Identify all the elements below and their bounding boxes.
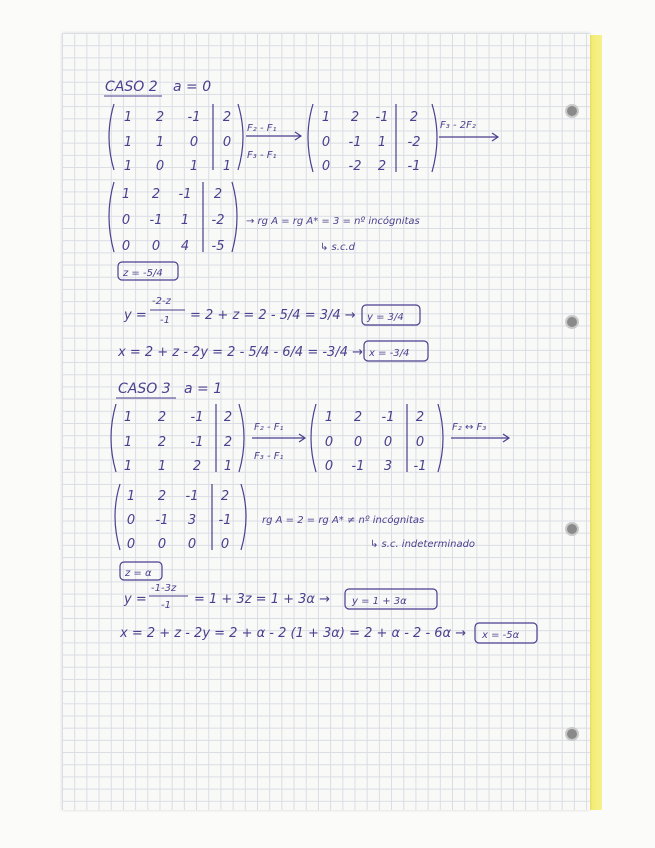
matrix-cell: -1 — [185, 489, 199, 504]
matrix-cell: 2 — [157, 435, 167, 450]
case3-title: CASO 3 — [118, 381, 171, 397]
matrix-cell: 0 — [222, 135, 232, 150]
matrix-cell: 3 — [383, 459, 393, 474]
matrix-cell: 2 — [192, 459, 202, 474]
case3-matrix-2 — [311, 404, 443, 474]
matrix-cell: 0 — [321, 135, 331, 150]
case3-y-value: y = 1 + 3α — [352, 596, 407, 607]
case2-matrix-1 — [109, 104, 243, 174]
matrix-cell: 0 — [151, 239, 161, 254]
matrix-cell: 2 — [415, 410, 425, 425]
matrix-cell: -5 — [211, 239, 225, 254]
matrix-cell: -1 — [381, 410, 395, 425]
matrix-cell: 0 — [189, 135, 199, 150]
case3-param: a = 1 — [184, 381, 223, 397]
case2-param: a = 0 — [173, 79, 212, 95]
matrix-cell: 1 — [157, 459, 167, 474]
case2-title: CASO 2 — [105, 79, 158, 95]
case3-matrix-1 — [111, 404, 244, 474]
matrix-cell: 2 — [151, 187, 161, 202]
matrix-cell: 3 — [187, 513, 197, 528]
case2-y-value: y = 3/4 — [367, 312, 404, 323]
case3-x-value: x = -5α — [482, 630, 520, 641]
matrix-cell: 0 — [353, 435, 363, 450]
matrix-cell: -1 — [149, 213, 163, 228]
case2-x-steps: x = 2 + z - 2y = 2 - 5/4 - 6/4 = -3/4 → — [118, 345, 364, 360]
case2-y-num: -2-z — [152, 296, 171, 307]
matrix-cell: 2 — [155, 110, 165, 125]
matrix-cell: 1 — [377, 135, 387, 150]
matrix-cell: 2 — [157, 489, 167, 504]
matrix-cell: -1 — [375, 110, 389, 125]
matrix-cell: -2 — [211, 213, 225, 228]
case2-op2: F₃ - 2F₂ — [440, 120, 476, 131]
matrix-cell: 1 — [123, 135, 133, 150]
case3-system: ↳ s.c. indeterminado — [370, 539, 476, 550]
matrix-cell: -1 — [407, 159, 421, 174]
case3-y-steps: = 1 + 3z = 1 + 3α → — [194, 592, 330, 607]
case2-matrix-3 — [109, 182, 237, 254]
matrix-cell: 2 — [223, 410, 233, 425]
matrix-cell: 1 — [123, 410, 133, 425]
matrix-cell: 0 — [121, 213, 131, 228]
case2-op1-top: F₂ - F₁ — [247, 123, 277, 134]
case2-y-prefix: y = — [124, 308, 147, 323]
matrix-cell: -1 — [413, 459, 427, 474]
case3-matrix-3 — [115, 484, 246, 552]
matrix-cell: 2 — [350, 110, 360, 125]
case2-x-value: x = -3/4 — [369, 348, 410, 359]
matrix-cell: 0 — [157, 537, 167, 552]
matrix-cell: 1 — [123, 159, 133, 174]
matrix-cell: 2 — [409, 110, 419, 125]
case3-x-steps: x = 2 + z - 2y = 2 + α - 2 (1 + 3α) = 2 + α - 2 - 6α → — [120, 626, 467, 641]
matrix-cell: 0 — [324, 459, 334, 474]
matrix-cell: 1 — [123, 459, 133, 474]
matrix-cell: 2 — [213, 187, 223, 202]
case2-y-den: -1 — [160, 315, 170, 326]
matrix-cell: 4 — [180, 239, 190, 254]
matrix-cell: 1 — [123, 435, 133, 450]
case3-z-value: z = α — [125, 568, 152, 579]
case2-z-value: z = -5/4 — [123, 268, 163, 279]
case2-rank: → rg A = rg A* = 3 = nº incógnitas — [246, 216, 420, 227]
matrix-cell: 0 — [415, 435, 425, 450]
matrix-cell: -1 — [218, 513, 232, 528]
matrix-cell: -1 — [190, 435, 204, 450]
matrix-cell: -1 — [190, 410, 204, 425]
case2-system: ↳ s.c.d — [320, 242, 355, 253]
matrix-cell: 0 — [126, 513, 136, 528]
matrix-cell: 2 — [157, 410, 167, 425]
case3-y-num: -1-3z — [151, 583, 177, 594]
matrix-cell: 1 — [223, 459, 233, 474]
case2-op1-bot: F₃ - F₁ — [247, 150, 277, 161]
matrix-cell: -1 — [348, 135, 362, 150]
case2-y-steps: = 2 + z = 2 - 5/4 = 3/4 → — [190, 308, 356, 323]
matrix-cell: -1 — [155, 513, 169, 528]
matrix-cell: 0 — [383, 435, 393, 450]
matrix-cell: 1 — [222, 159, 232, 174]
matrix-cell: 2 — [223, 435, 233, 450]
matrix-cell: -2 — [348, 159, 362, 174]
matrix-cell: 1 — [121, 187, 131, 202]
matrix-cell: 2 — [377, 159, 387, 174]
matrix-cell: 1 — [324, 410, 334, 425]
matrix-cell: 2 — [222, 110, 232, 125]
matrix-cell: 0 — [121, 239, 131, 254]
matrix-cell: 1 — [189, 159, 199, 174]
case3-op1-top: F₂ - F₁ — [254, 422, 284, 433]
case3-rank: rg A = 2 = rg A* ≠ nº incógnitas — [262, 515, 425, 526]
matrix-cell: -2 — [407, 135, 421, 150]
matrix-cell: 1 — [180, 213, 190, 228]
matrix-cell: 1 — [321, 110, 331, 125]
matrix-cell: 0 — [187, 537, 197, 552]
matrix-cell: 0 — [126, 537, 136, 552]
matrix-cell: 2 — [353, 410, 363, 425]
case3-y-den: -1 — [161, 600, 171, 611]
matrix-cell: -1 — [187, 110, 201, 125]
matrix-cell: 0 — [220, 537, 230, 552]
matrix-cell: 0 — [321, 159, 331, 174]
case2-matrix-2 — [308, 104, 437, 174]
matrix-cell: -1 — [351, 459, 365, 474]
matrix-cell: 1 — [155, 135, 165, 150]
matrix-cell: 1 — [126, 489, 136, 504]
case3-op2: F₂ ↔ F₃ — [452, 422, 487, 433]
matrix-cell: 2 — [220, 489, 230, 504]
matrix-cell: 1 — [123, 110, 133, 125]
case3-op1-bot: F₃ - F₁ — [254, 451, 284, 462]
matrix-cell: 0 — [155, 159, 165, 174]
matrix-cell: -1 — [178, 187, 192, 202]
matrix-cell: 0 — [324, 435, 334, 450]
case3-y-prefix: y = — [124, 592, 147, 607]
